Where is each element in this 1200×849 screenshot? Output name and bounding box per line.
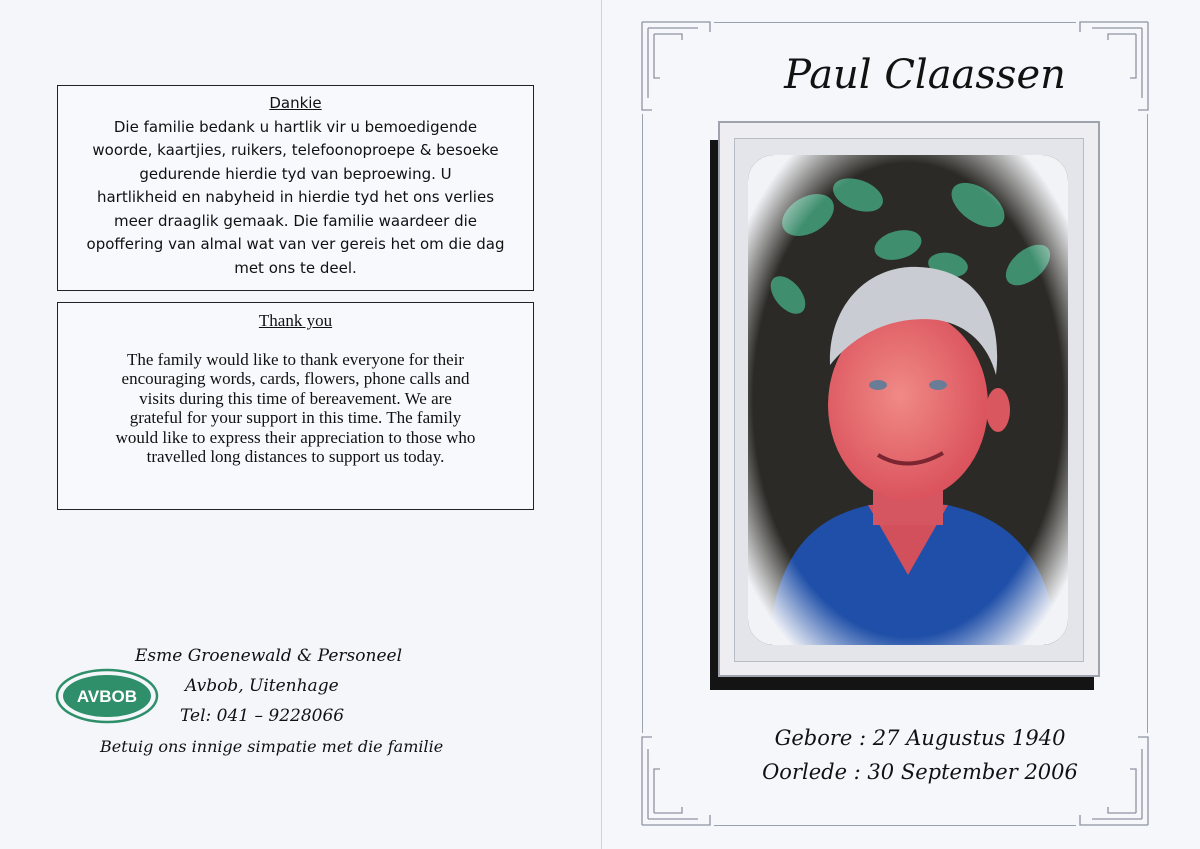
birth-date: Gebore : 27 Augustus 1940 bbox=[774, 726, 1066, 750]
avbob-logo-text: AVBOB bbox=[76, 687, 138, 706]
thank-you-line: would like to express their appreciation to those who bbox=[115, 427, 476, 447]
dankie-line: Die familie bedank u hartlik vir u bemoedigende bbox=[113, 117, 478, 136]
condolence-message: Betuig ons innige simpatie met die familie bbox=[100, 737, 444, 756]
thank-you-line: The family would like to thank everyone for their bbox=[126, 349, 465, 369]
dankie-line: meer draaglik gemaak. Die familie waardeer die bbox=[113, 211, 478, 230]
funeral-home-phone: Tel: 041 – 9228066 bbox=[180, 706, 345, 726]
dankie-line: met ons te deel. bbox=[234, 258, 357, 277]
dankie-line: hartlikheid en nabyheid in hierdie tyd het ons verlies bbox=[96, 188, 495, 206]
corner-ornament-top-left bbox=[638, 18, 714, 114]
border-right bbox=[1147, 114, 1148, 733]
death-date: Oorlede : 30 September 2006 bbox=[762, 760, 1078, 784]
border-bottom bbox=[714, 825, 1076, 826]
border-top bbox=[714, 22, 1076, 23]
corner-ornament-bottom-left bbox=[638, 733, 714, 829]
portrait-photo bbox=[748, 155, 1068, 645]
funeral-director-name: Esme Groenewald & Personeel bbox=[135, 646, 403, 666]
avbob-logo bbox=[55, 668, 159, 724]
thank-you-line: grateful for your support in this time. The family bbox=[129, 408, 462, 427]
dankie-box bbox=[57, 85, 534, 291]
dankie-line: gedurende hierdie tyd van beproewing. U bbox=[139, 164, 452, 183]
deceased-name: Paul Claassen bbox=[784, 52, 1066, 98]
thank-you-box bbox=[57, 302, 534, 510]
thank-you-heading: Thank you bbox=[258, 311, 333, 330]
dankie-heading: Dankie bbox=[269, 94, 322, 112]
dankie-line: opoffering van almal wat van ver gereis het om die dag bbox=[86, 235, 505, 253]
funeral-home-location: Avbob, Uitenhage bbox=[185, 676, 339, 696]
border-left bbox=[642, 114, 643, 733]
thank-you-line: encouraging words, cards, flowers, phone calls and bbox=[121, 369, 470, 388]
thank-you-line: visits during this time of bereavement. We are bbox=[139, 388, 452, 408]
thank-you-line: travelled long distances to support us today. bbox=[146, 447, 445, 466]
dankie-line: woorde, kaartjies, ruikers, telefoonoproepe & besoeke bbox=[92, 141, 499, 159]
